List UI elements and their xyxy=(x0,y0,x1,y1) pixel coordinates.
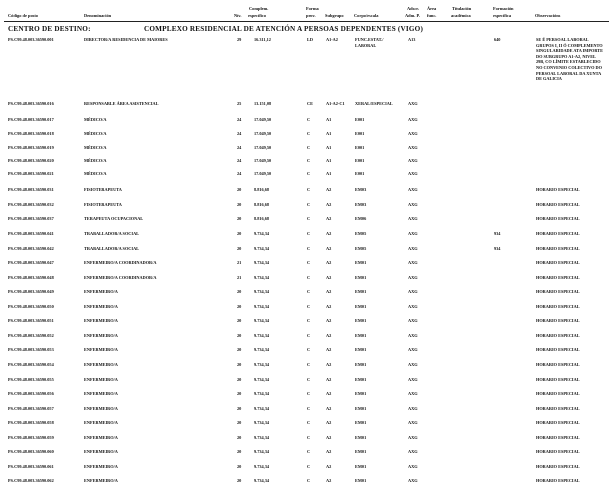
cell-denominacion: RESPONSABLE ÁREA ASISTENCIAL xyxy=(84,101,159,106)
cell-complemento: 9.734,34 xyxy=(254,333,270,338)
centro-destino-label: CENTRO DE DESTINO: xyxy=(8,25,91,33)
cell-adscr: AXG xyxy=(408,318,418,323)
cell-denominacion: ENFERMEIRO/A xyxy=(84,478,118,483)
header-subgrupo: Subgrupo xyxy=(325,13,344,18)
cell-complemento: 13.151,08 xyxy=(254,101,272,106)
cell-denominacion: TRABALLADOR/A SOCIAL xyxy=(84,246,140,251)
table-row xyxy=(0,171,615,182)
cell-forma: C xyxy=(307,289,311,294)
cell-observacions: SE É PERSOAL LABORAL GRUPOS I, II Ó COMPLEMENTO SINGULARIDADE ATA IMPORTE DO SUBGRUPO A1-A2, NIVEL 29B, CO LÍMITE ESTABLECIDO NO CONVENIO COLECTIVO DO PERSOAL LABORAL DA XUNTA DE GALICIA xyxy=(536,37,604,82)
cell-forma: C xyxy=(307,216,311,221)
cell-observacions: HORARIO ESPECIAL xyxy=(536,478,580,483)
cell-adscr: AXG xyxy=(408,260,418,265)
cell-corpo: EM01 xyxy=(355,435,367,440)
cell-adscr: AXG xyxy=(408,158,418,163)
cell-subgrupo: A2 xyxy=(326,347,332,352)
cell-forma: C xyxy=(307,145,311,150)
cell-niv: 21 xyxy=(237,275,242,280)
cell-codigo: PS.C99.48.003.36590.047 xyxy=(8,260,54,265)
cell-subgrupo: A2 xyxy=(326,362,332,367)
header-complemento-1: Complem. xyxy=(249,6,269,11)
cell-forma: C xyxy=(307,406,311,411)
cell-adscr: AXG xyxy=(408,333,418,338)
cell-denominacion: ENFERMEIRO/A xyxy=(84,435,118,440)
cell-complemento: 17.049,50 xyxy=(254,145,272,150)
header-rule xyxy=(4,21,609,22)
cell-complemento: 9.734,34 xyxy=(254,377,270,382)
cell-codigo: PS.C99.48.003.36590.031 xyxy=(8,187,54,192)
table-row xyxy=(0,101,615,112)
cell-observacions: HORARIO ESPECIAL xyxy=(536,377,580,382)
table-row xyxy=(0,246,615,257)
cell-codigo: PS.C99.48.003.36590.060 xyxy=(8,449,54,454)
header-formacion-1: Formación xyxy=(493,6,514,11)
cell-denominacion: MÉDICO/A xyxy=(84,158,107,163)
cell-codigo: PS.C99.48.003.36590.054 xyxy=(8,362,54,367)
cell-forma: C xyxy=(307,202,311,207)
cell-forma: C xyxy=(307,275,311,280)
cell-adscr: AXG xyxy=(408,377,418,382)
cell-adscr: AXG xyxy=(408,216,418,221)
cell-forma: C xyxy=(307,464,311,469)
cell-adscr: AXG xyxy=(408,347,418,352)
cell-complemento: 9.734,34 xyxy=(254,231,270,236)
cell-observacions: HORARIO ESPECIAL xyxy=(536,406,580,411)
cell-adscr: AXG xyxy=(408,171,418,176)
cell-subgrupo: A1 xyxy=(326,171,332,176)
cell-subgrupo: A2 xyxy=(326,275,332,280)
cell-niv: 20 xyxy=(237,216,242,221)
cell-complemento: 9.734,34 xyxy=(254,362,270,367)
cell-codigo: PS.C99.48.003.36590.019 xyxy=(8,145,54,150)
cell-codigo: PS.C99.48.003.36590.021 xyxy=(8,171,54,176)
cell-corpo: EM05 xyxy=(355,246,367,251)
cell-corpo: E001 xyxy=(355,171,365,176)
cell-complemento: 9.734,34 xyxy=(254,464,270,469)
cell-denominacion: DIRECTOR/A RESIDENCIA DE MAIORES xyxy=(84,37,168,42)
table-row xyxy=(0,304,615,315)
cell-complemento: 9.734,34 xyxy=(254,260,270,265)
header-corpo: Corpo/escala xyxy=(354,13,379,18)
cell-niv: 25 xyxy=(237,101,242,106)
cell-forma: C xyxy=(307,435,311,440)
cell-corpo: EM01 xyxy=(355,464,367,469)
cell-corpo: EM01 xyxy=(355,304,367,309)
cell-corpo: EM01 xyxy=(355,275,367,280)
cell-observacions: HORARIO ESPECIAL xyxy=(536,231,580,236)
table-row xyxy=(0,377,615,388)
cell-niv: 24 xyxy=(237,158,242,163)
table-row xyxy=(0,117,615,128)
cell-niv: 20 xyxy=(237,464,242,469)
cell-niv: 20 xyxy=(237,377,242,382)
cell-adscr: AXG xyxy=(408,246,418,251)
cell-subgrupo: A1-A2-C1 xyxy=(326,101,345,106)
cell-codigo: PS.C99.48.003.36590.052 xyxy=(8,333,54,338)
cell-denominacion: FISIOTERAPEUTA xyxy=(84,202,122,207)
cell-adscr: AXG xyxy=(408,406,418,411)
cell-codigo: PS.C99.48.003.36590.058 xyxy=(8,420,54,425)
cell-observacions: HORARIO ESPECIAL xyxy=(536,318,580,323)
header-observacions: Observacións xyxy=(535,13,561,18)
cell-adscr: A13 xyxy=(408,37,416,42)
table-row xyxy=(0,333,615,344)
table-row xyxy=(0,289,615,300)
header-titulacion-1: Titulación xyxy=(452,6,472,11)
cell-complemento: 9.734,34 xyxy=(254,289,270,294)
header-forma-1: Forma xyxy=(306,6,319,11)
cell-complemento: 9.734,34 xyxy=(254,435,270,440)
cell-subgrupo: A2 xyxy=(326,202,332,207)
cell-codigo: PS.C99.48.003.36590.037 xyxy=(8,216,54,221)
cell-niv: 20 xyxy=(237,478,242,483)
cell-adscr: AXG xyxy=(408,362,418,367)
cell-denominacion: MÉDICO/A xyxy=(84,131,107,136)
cell-corpo: EM01 xyxy=(355,318,367,323)
table-row xyxy=(0,464,615,475)
cell-denominacion: ENFERMEIRO/A xyxy=(84,304,118,309)
header-denominacion: Denominación xyxy=(84,13,112,18)
cell-corpo: EM01 xyxy=(355,391,367,396)
cell-denominacion: ENFERMEIRO/A xyxy=(84,420,118,425)
cell-codigo: PS.C99.48.003.36590.018 xyxy=(8,131,54,136)
cell-corpo: EM01 xyxy=(355,478,367,483)
cell-corpo: EM06 xyxy=(355,216,367,221)
cell-denominacion: MÉDICO/A xyxy=(84,171,107,176)
table-row xyxy=(0,37,615,82)
cell-denominacion: ENFERMEIRO/A xyxy=(84,377,118,382)
cell-subgrupo: A2 xyxy=(326,304,332,309)
cell-denominacion: FISIOTERAPEUTA xyxy=(84,187,122,192)
cell-denominacion: ENFERMEIRO/A xyxy=(84,406,118,411)
cell-corpo: EM01 xyxy=(355,406,367,411)
cell-denominacion: ENFERMEIRO/A xyxy=(84,362,118,367)
cell-complemento: 9.734,34 xyxy=(254,406,270,411)
header-forma-2: prov. xyxy=(306,13,316,18)
cell-denominacion: ENFERMEIRO/A COORDINADOR/A xyxy=(84,260,157,265)
cell-observacions: HORARIO ESPECIAL xyxy=(536,464,580,469)
cell-subgrupo: A1-A2 xyxy=(326,37,338,42)
cell-niv: 20 xyxy=(237,347,242,352)
cell-codigo: PS.C99.48.003.36590.053 xyxy=(8,347,54,352)
header-codigo: Código de posto xyxy=(8,13,39,18)
header-adscr-1: Adscr. xyxy=(407,6,419,11)
cell-niv: 21 xyxy=(237,260,242,265)
cell-subgrupo: A2 xyxy=(326,391,332,396)
cell-codigo: PS.C99.48.003.36590.055 xyxy=(8,377,54,382)
cell-adscr: AXG xyxy=(408,187,418,192)
cell-complemento: 8.816,68 xyxy=(254,216,270,221)
cell-corpo: EM01 xyxy=(355,362,367,367)
cell-corpo: EM01 xyxy=(355,333,367,338)
cell-subgrupo: A1 xyxy=(326,158,332,163)
cell-corpo: EM01 xyxy=(355,289,367,294)
cell-subgrupo: A2 xyxy=(326,318,332,323)
cell-subgrupo: A2 xyxy=(326,333,332,338)
cell-subgrupo: A2 xyxy=(326,478,332,483)
cell-codigo: PS.C99.48.003.36590.056 xyxy=(8,391,54,396)
cell-adscr: AXG xyxy=(408,131,418,136)
table-row xyxy=(0,391,615,402)
cell-forma: C xyxy=(307,246,311,251)
cell-adscr: AXG xyxy=(408,275,418,280)
cell-adscr: AXG xyxy=(408,304,418,309)
cell-observacions: HORARIO ESPECIAL xyxy=(536,347,580,352)
cell-forma: C xyxy=(307,420,311,425)
cell-corpo: EM01 xyxy=(355,260,367,265)
cell-observacions: HORARIO ESPECIAL xyxy=(536,333,580,338)
cell-forma: C xyxy=(307,260,311,265)
cell-denominacion: MÉDICO/A xyxy=(84,145,107,150)
cell-corpo-line2: LABORAL xyxy=(355,43,377,48)
cell-complemento: 9.734,34 xyxy=(254,347,270,352)
cell-observacions: HORARIO ESPECIAL xyxy=(536,289,580,294)
cell-complemento: 17.049,50 xyxy=(254,131,272,136)
cell-corpo: E001 xyxy=(355,131,365,136)
cell-niv: 20 xyxy=(237,362,242,367)
cell-complemento: 9.734,34 xyxy=(254,246,270,251)
cell-subgrupo: A2 xyxy=(326,449,332,454)
cell-niv: 24 xyxy=(237,145,242,150)
cell-corpo: EM03 xyxy=(355,202,367,207)
cell-adscr: AXG xyxy=(408,420,418,425)
cell-codigo: PS.C99.48.003.36590.061 xyxy=(8,464,54,469)
cell-niv: 20 xyxy=(237,318,242,323)
cell-denominacion: ENFERMEIRO/A xyxy=(84,333,118,338)
header-complemento-2: específico xyxy=(248,13,267,18)
cell-codigo: PS.C99.48.003.36590.001 xyxy=(8,37,54,42)
cell-adscr: AXG xyxy=(408,117,418,122)
table-row xyxy=(0,231,615,242)
cell-niv: 20 xyxy=(237,420,242,425)
header-area-2: func. xyxy=(427,13,437,18)
cell-niv: 29 xyxy=(237,37,242,42)
cell-observacions: HORARIO ESPECIAL xyxy=(536,260,580,265)
cell-subgrupo: A2 xyxy=(326,464,332,469)
cell-complemento: 9.734,34 xyxy=(254,391,270,396)
table-row xyxy=(0,420,615,431)
cell-forma: C xyxy=(307,478,311,483)
cell-denominacion: TERAPEUTA OCUPACIONAL xyxy=(84,216,144,221)
cell-complemento: 17.049,50 xyxy=(254,117,272,122)
cell-codigo: PS.C99.48.003.36590.048 xyxy=(8,275,54,280)
cell-denominacion: ENFERMEIRO/A xyxy=(84,391,118,396)
cell-corpo: EM01 xyxy=(355,449,367,454)
table-row xyxy=(0,187,615,198)
cell-subgrupo: A2 xyxy=(326,377,332,382)
cell-corpo: EM01 xyxy=(355,420,367,425)
cell-subgrupo: A2 xyxy=(326,216,332,221)
cell-codigo: PS.C99.48.003.36590.057 xyxy=(8,406,54,411)
cell-forma: C xyxy=(307,391,311,396)
cell-forma: C xyxy=(307,347,311,352)
cell-complemento: 16.311,12 xyxy=(254,37,271,42)
cell-complemento: 17.049,50 xyxy=(254,171,272,176)
cell-forma: C xyxy=(307,318,311,323)
cell-forma: C xyxy=(307,117,311,122)
cell-forma: LD xyxy=(307,37,313,42)
cell-niv: 20 xyxy=(237,289,242,294)
cell-corpo: EM01 xyxy=(355,347,367,352)
cell-niv: 20 xyxy=(237,187,242,192)
cell-codigo: PS.C99.48.003.36590.059 xyxy=(8,435,54,440)
cell-complemento: 9.734,34 xyxy=(254,449,270,454)
cell-forma: C xyxy=(307,231,311,236)
cell-denominacion: ENFERMEIRO/A COORDINADOR/A xyxy=(84,275,157,280)
cell-adscr: AXG xyxy=(408,391,418,396)
header-formacion-2: específica xyxy=(493,13,512,18)
cell-niv: 20 xyxy=(237,231,242,236)
table-row xyxy=(0,158,615,169)
cell-niv: 20 xyxy=(237,449,242,454)
cell-subgrupo: A1 xyxy=(326,145,332,150)
cell-codigo: PS.C99.48.003.36590.062 xyxy=(8,478,54,483)
cell-codigo: PS.C99.48.003.36590.041 xyxy=(8,231,54,236)
cell-denominacion: TRABALLADOR/A SOCIAL xyxy=(84,231,140,236)
cell-codigo: PS.C99.48.003.36590.016 xyxy=(8,101,54,106)
cell-observacions: HORARIO ESPECIAL xyxy=(536,449,580,454)
cell-corpo: EM03 xyxy=(355,187,367,192)
cell-observacions: HORARIO ESPECIAL xyxy=(536,216,580,221)
cell-complemento: 9.734,34 xyxy=(254,420,270,425)
cell-denominacion: MÉDICO/A xyxy=(84,117,107,122)
cell-complemento: 8.816,68 xyxy=(254,187,270,192)
table-row xyxy=(0,478,615,489)
cell-complemento: 9.734,34 xyxy=(254,478,270,483)
cell-codigo: PS.C99.48.003.36590.050 xyxy=(8,304,54,309)
table-row xyxy=(0,216,615,227)
table-row xyxy=(0,131,615,142)
cell-observacions: HORARIO ESPECIAL xyxy=(536,362,580,367)
cell-observacions: HORARIO ESPECIAL xyxy=(536,391,580,396)
cell-observacions: HORARIO ESPECIAL xyxy=(536,275,580,280)
table-row xyxy=(0,260,615,271)
cell-niv: 24 xyxy=(237,117,242,122)
cell-forma: C xyxy=(307,333,311,338)
cell-corpo: EM01 xyxy=(355,377,367,382)
cell-adscr: AXG xyxy=(408,202,418,207)
cell-complemento: 9.734,34 xyxy=(254,304,270,309)
cell-forma: CE xyxy=(307,101,313,106)
cell-codigo: PS.C99.48.003.36590.051 xyxy=(8,318,54,323)
cell-subgrupo: A2 xyxy=(326,187,332,192)
cell-formacion: 934 xyxy=(494,246,501,251)
cell-corpo: E001 xyxy=(355,145,365,150)
table-row xyxy=(0,318,615,329)
table-row xyxy=(0,435,615,446)
cell-niv: 24 xyxy=(237,171,242,176)
cell-observacions: HORARIO ESPECIAL xyxy=(536,420,580,425)
cell-adscr: AXG xyxy=(408,289,418,294)
table-row xyxy=(0,347,615,358)
table-row xyxy=(0,145,615,156)
cell-subgrupo: A2 xyxy=(326,406,332,411)
cell-forma: C xyxy=(307,171,311,176)
header-adscr-2: Adm. P. xyxy=(405,13,420,18)
cell-codigo: PS.C99.48.003.36590.032 xyxy=(8,202,54,207)
cell-corpo: EM05 xyxy=(355,231,367,236)
cell-forma: C xyxy=(307,131,311,136)
cell-forma: C xyxy=(307,304,311,309)
cell-adscr: AXG xyxy=(408,435,418,440)
cell-subgrupo: A1 xyxy=(326,131,332,136)
cell-adscr: AXG xyxy=(408,449,418,454)
cell-corpo: E001 xyxy=(355,158,365,163)
table-row xyxy=(0,449,615,460)
cell-codigo: PS.C99.48.003.36590.017 xyxy=(8,117,54,122)
cell-niv: 20 xyxy=(237,202,242,207)
cell-niv: 20 xyxy=(237,435,242,440)
cell-complemento: 9.734,34 xyxy=(254,275,270,280)
cell-subgrupo: A2 xyxy=(326,289,332,294)
cell-adscr: AXG xyxy=(408,145,418,150)
cell-subgrupo: A2 xyxy=(326,246,332,251)
cell-denominacion: ENFERMEIRO/A xyxy=(84,449,118,454)
cell-niv: 20 xyxy=(237,246,242,251)
cell-formacion: 640 xyxy=(494,37,501,42)
cell-observacions: HORARIO ESPECIAL xyxy=(536,202,580,207)
cell-niv: 20 xyxy=(237,391,242,396)
cell-observacions: HORARIO ESPECIAL xyxy=(536,304,580,309)
cell-observacions: HORARIO ESPECIAL xyxy=(536,246,580,251)
cell-forma: C xyxy=(307,158,311,163)
cell-adscr: AXG xyxy=(408,231,418,236)
cell-corpo: FUNC.ESTAT./ xyxy=(355,37,384,42)
cell-observacions: HORARIO ESPECIAL xyxy=(536,187,580,192)
cell-complemento: 9.734,34 xyxy=(254,318,270,323)
table-row xyxy=(0,275,615,286)
cell-denominacion: ENFERMEIRO/A xyxy=(84,289,118,294)
cell-subgrupo: A2 xyxy=(326,231,332,236)
cell-adscr: AXG xyxy=(408,101,418,106)
cell-subgrupo: A2 xyxy=(326,420,332,425)
cell-complemento: 17.049,50 xyxy=(254,158,272,163)
cell-niv: 20 xyxy=(237,333,242,338)
cell-codigo: PS.C99.48.003.36590.020 xyxy=(8,158,54,163)
cell-subgrupo: A1 xyxy=(326,117,332,122)
cell-denominacion: ENFERMEIRO/A xyxy=(84,464,118,469)
header-niv: Nív. xyxy=(234,13,242,18)
cell-forma: C xyxy=(307,449,311,454)
cell-denominacion: ENFERMEIRO/A xyxy=(84,318,118,323)
table-row xyxy=(0,202,615,213)
cell-subgrupo: A2 xyxy=(326,435,332,440)
header-titulacion-2: académica xyxy=(451,13,471,18)
centro-destino-name: COMPLEXO RESIDENCIAL DE ATENCIÓN A PERSOAS DEPENDENTES (VIGO) xyxy=(144,25,424,33)
cell-forma: C xyxy=(307,187,311,192)
cell-formacion: 934 xyxy=(494,231,501,236)
header-area-1: Área xyxy=(427,6,437,11)
cell-niv: 24 xyxy=(237,131,242,136)
cell-adscr: AXG xyxy=(408,478,418,483)
cell-niv: 20 xyxy=(237,304,242,309)
cell-codigo: PS.C99.48.003.36590.042 xyxy=(8,246,54,251)
cell-codigo: PS.C99.48.003.36590.049 xyxy=(8,289,54,294)
cell-adscr: AXG xyxy=(408,464,418,469)
cell-niv: 20 xyxy=(237,406,242,411)
cell-complemento: 8.816,68 xyxy=(254,202,270,207)
cell-corpo: XERAL/ESPECIAL xyxy=(355,101,393,106)
cell-denominacion: ENFERMEIRO/A xyxy=(84,347,118,352)
cell-forma: C xyxy=(307,362,311,367)
cell-corpo: E001 xyxy=(355,117,365,122)
cell-observacions: HORARIO ESPECIAL xyxy=(536,435,580,440)
cell-forma: C xyxy=(307,377,311,382)
cell-subgrupo: A2 xyxy=(326,260,332,265)
table-row xyxy=(0,362,615,373)
table-row xyxy=(0,406,615,417)
